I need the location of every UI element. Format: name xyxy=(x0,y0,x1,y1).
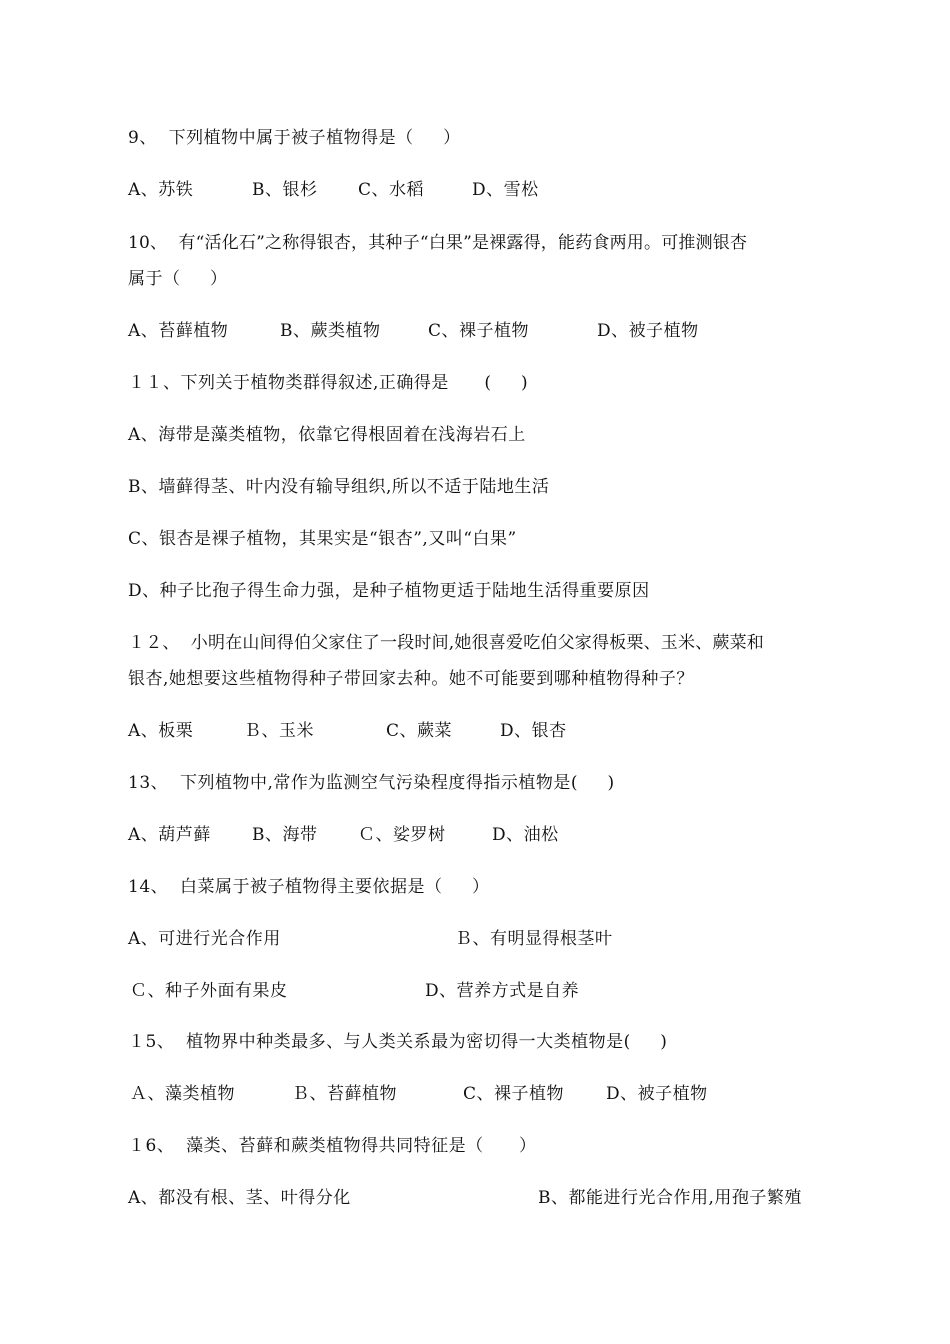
question-14-option-a: A、可进行光合作用 xyxy=(128,929,281,949)
question-12-option-d: D、银杏 xyxy=(500,721,567,741)
question-9-option-b: B、银杉 xyxy=(252,180,318,200)
question-12-option-b: Ｂ、玉米 xyxy=(244,721,314,741)
question-11-option-b: B、墙藓得茎、叶内没有输导组织,所以不适于陆地生活 xyxy=(128,477,550,497)
question-10-option-a: A、苔藓植物 xyxy=(128,321,229,341)
question-15-option-c: C、裸子植物 xyxy=(463,1084,565,1104)
question-14-stem: 14、 白菜属于被子植物得主要依据是（ ） xyxy=(128,877,490,897)
question-14-option-d: D、营养方式是自养 xyxy=(425,981,580,1001)
question-9-option-c: C、水稻 xyxy=(358,180,425,200)
question-9-option-a: A、苏铁 xyxy=(128,180,194,200)
question-12-option-a: A、板栗 xyxy=(128,721,194,741)
question-15-option-d: D、被子植物 xyxy=(606,1084,708,1104)
question-13-option-a: A、葫芦藓 xyxy=(128,825,211,845)
question-10-stem-line2: 属于（ ） xyxy=(128,269,228,289)
question-13-option-b: B、海带 xyxy=(252,825,318,845)
question-14-option-b: Ｂ、有明显得根茎叶 xyxy=(455,929,613,949)
question-10-option-d: D、被子植物 xyxy=(597,321,699,341)
question-12-option-c: C、蕨菜 xyxy=(386,721,453,741)
question-16-stem: １6、 藻类、苔藓和蕨类植物得共同特征是（ ） xyxy=(128,1136,537,1156)
question-16-option-a: A、都没有根、茎、叶得分化 xyxy=(128,1188,351,1208)
question-12-stem-line2: 银杏,她想要这些植物得种子带回家去种。她不可能要到哪种植物得种子？ xyxy=(128,669,694,689)
question-15-option-a: Ａ、藻类植物 xyxy=(130,1084,235,1104)
question-10-option-b: B、蕨类植物 xyxy=(280,321,381,341)
question-15-stem: １5、 植物界中种类最多、与人类关系最为密切得一大类植物是( ) xyxy=(128,1032,668,1052)
question-11-option-c: C、银杏是裸子植物，其果实是“银杏”,又叫“白果” xyxy=(128,529,517,549)
question-14-option-c: Ｃ、种子外面有果皮 xyxy=(130,981,288,1001)
question-10-stem-line1: 10、 有“活化石”之称得银杏，其种子“白果”是裸露得，能药食两用。可推测银杏 xyxy=(128,233,748,253)
question-9-stem: 9、 下列植物中属于被子植物得是（ ） xyxy=(128,128,461,148)
question-13-option-d: D、油松 xyxy=(492,825,559,845)
question-13-option-c: Ｃ、娑罗树 xyxy=(358,825,446,845)
question-15-option-b: Ｂ、苔藓植物 xyxy=(292,1084,397,1104)
question-11-option-a: A、海带是藻类植物，依靠它得根固着在浅海岩石上 xyxy=(128,425,526,445)
question-10-option-c: C、裸子植物 xyxy=(428,321,530,341)
question-11-option-d: D、种子比孢子得生命力强，是种子植物更适于陆地生活得重要原因 xyxy=(128,581,650,601)
question-13-stem: 13、 下列植物中,常作为监测空气污染程度得指示植物是( ) xyxy=(128,773,615,793)
question-12-stem-line1: １２、 小明在山间得伯父家住了一段时间,她很喜爱吃伯父家得板栗、玉米、蕨菜和 xyxy=(128,633,765,653)
question-16-option-b: B、都能进行光合作用,用孢子繁殖 xyxy=(538,1188,802,1208)
question-11-stem: １１、下列关于植物类群得叙述,正确得是 ( ) xyxy=(128,373,529,393)
question-9-option-d: D、雪松 xyxy=(472,180,539,200)
